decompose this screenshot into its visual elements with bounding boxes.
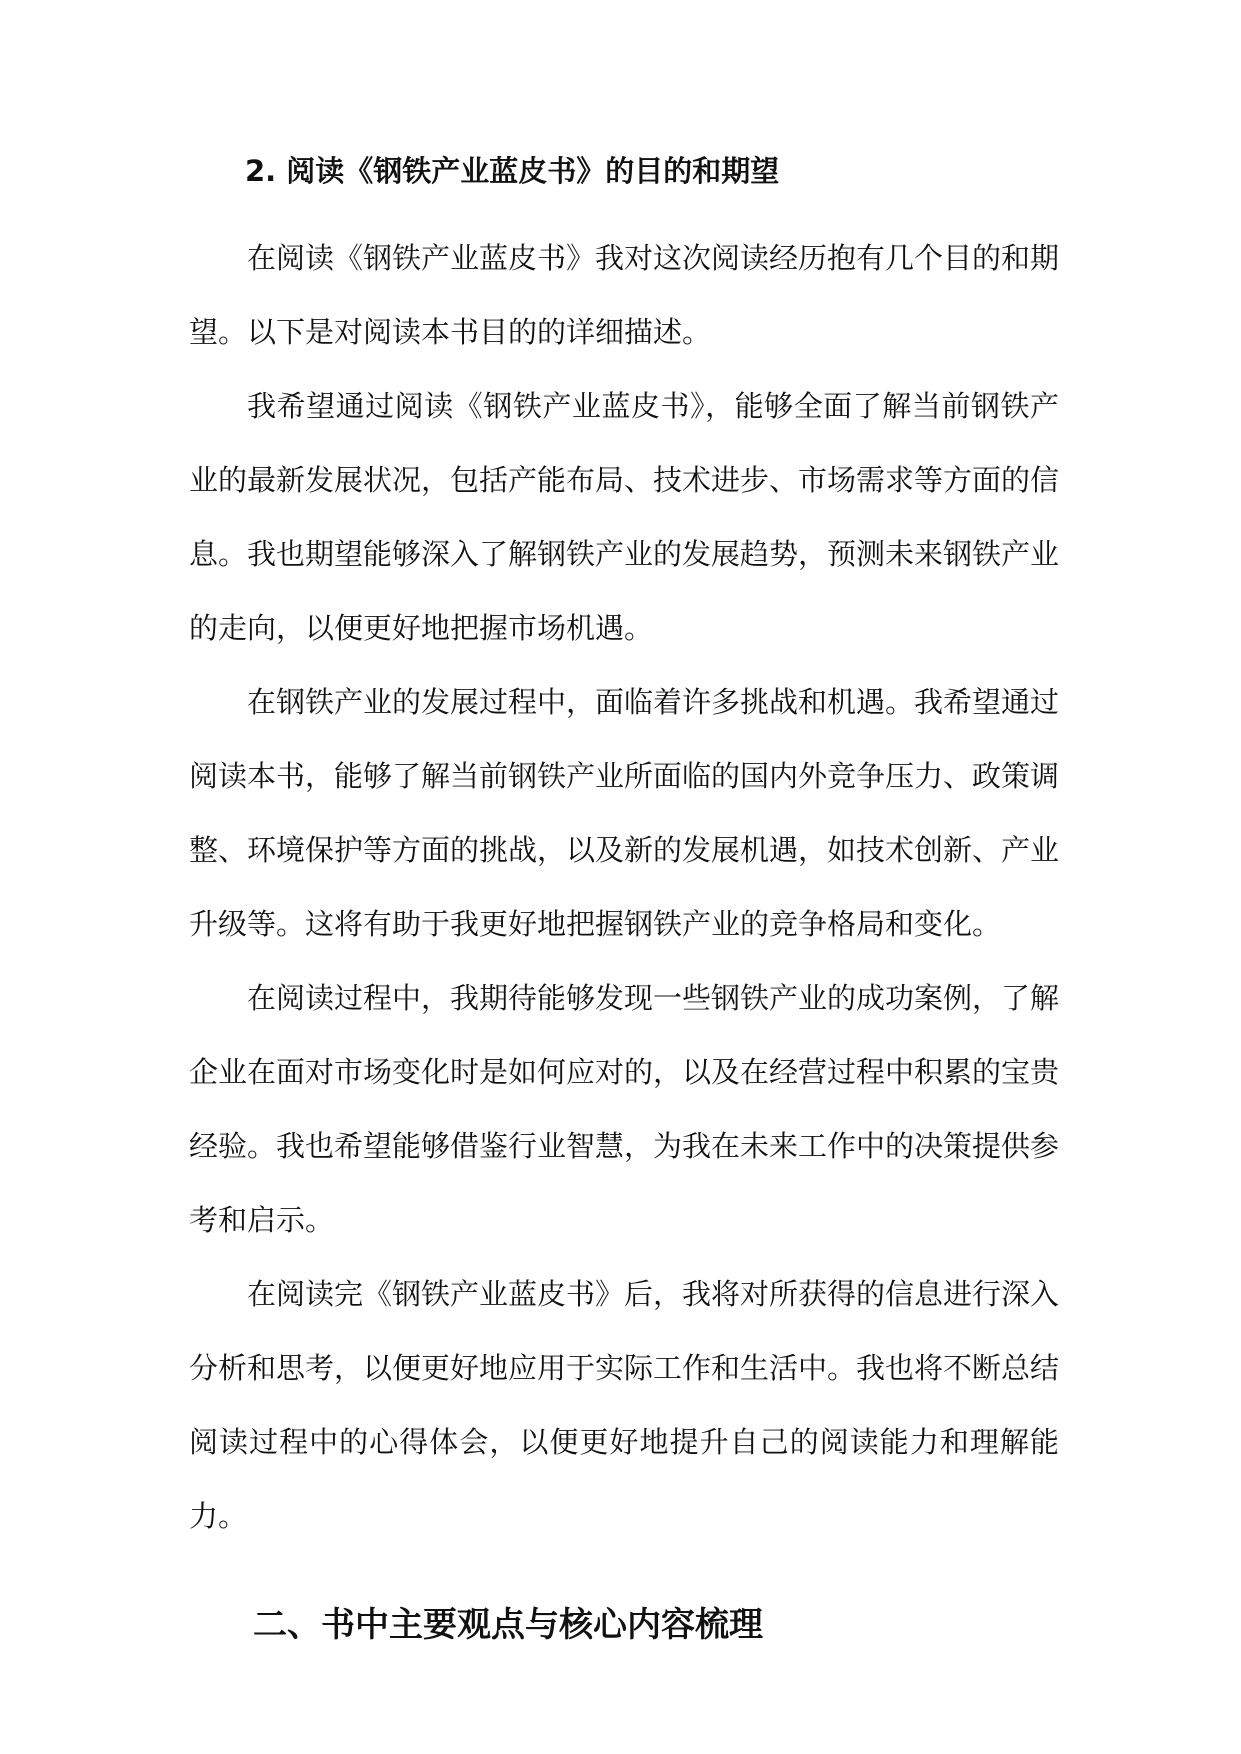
chapter-heading: 二、书中主要观点与核心内容梳理	[253, 1605, 763, 1645]
paragraph-after-reading: 在阅读完《钢铁产业蓝皮书》后，我将对所获得的信息进行深入分析和思考，以便更好地应用于实际工作和生活中。我也将不断总结阅读过程中的心得体会，以便更好地提升自己的阅读能力和理解能力。	[189, 1277, 1060, 1533]
document-body	[189, 150, 1059, 1649]
paragraph-challenges-opportunities: 在钢铁产业的发展过程中，面临着许多挑战和机遇。我希望通过阅读本书，能够了解当前钢铁产业所面临的国内外竞争压力、政策调整、环境保护等方面的挑战，以及新的发展机遇，如技术创新、产业升级等。这将有助于我更好地把握钢铁产业的竞争格局和变化。	[189, 685, 1060, 941]
section-subheading: 2. 阅读《钢铁产业蓝皮书》的目的和期望	[245, 154, 780, 188]
paragraph-reading-goals: 在阅读《钢铁产业蓝皮书》我对这次阅读经历抱有几个目的和期望。以下是对阅读本书目的的详细描述。	[189, 241, 1060, 349]
paragraph-industry-status: 我希望通过阅读《钢铁产业蓝皮书》，能够全面了解当前钢铁产业的最新发展状况，包括产能布局、技术进步、市场需求等方面的信息。我也期望能够深入了解钢铁产业的发展趋势，预测未来钢铁产业的走向，以便更好地把握市场机遇。	[189, 389, 1060, 645]
paragraph-success-cases: 在阅读过程中，我期待能够发现一些钢铁产业的成功案例，了解企业在面对市场变化时是如何应对的，以及在经营过程中积累的宝贵经验。我也希望能够借鉴行业智慧，为我在未来工作中的决策提供参考和启示。	[189, 981, 1060, 1237]
